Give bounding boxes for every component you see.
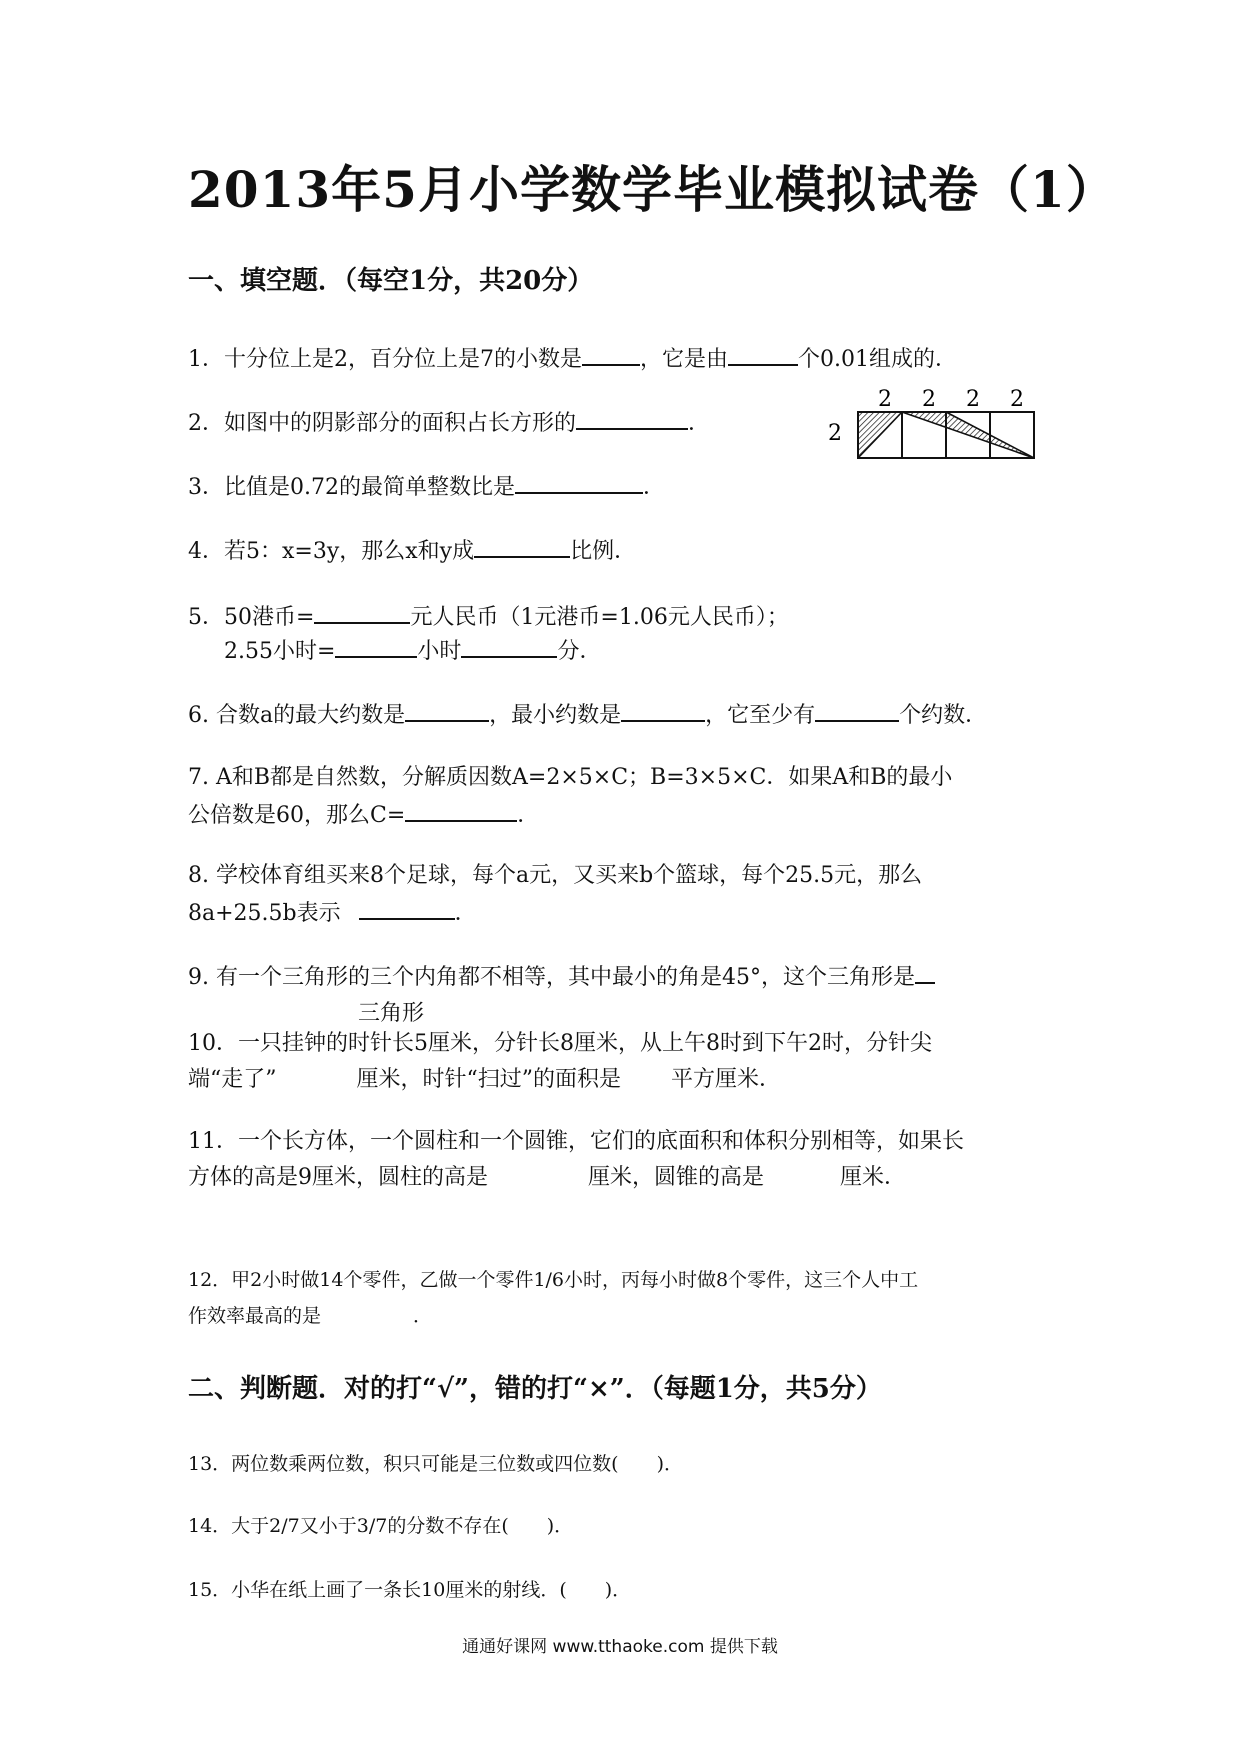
question-9: 9. 有一个三角形的三个内角都不相等，其中最小的角是45°，这个三角形是 三角形 bbox=[188, 958, 935, 1032]
question-15: 15．小华在纸上画了一条长10厘米的射线．( )． bbox=[188, 1579, 632, 1601]
answer-blank[interactable] bbox=[461, 632, 557, 658]
answer-blank[interactable] bbox=[405, 796, 517, 822]
figure-top-label: 2 bbox=[878, 387, 892, 412]
question-1: 1．十分位上是2，百分位上是7的小数是 ，它是由 个0.01组成的． bbox=[188, 340, 957, 378]
answer-blank[interactable] bbox=[359, 894, 455, 920]
section-fill-in-title: 一、填空题．（每空1分，共20分） bbox=[188, 266, 594, 296]
question-10: 10．一只挂钟的时针长5厘米，分针长8厘米，从上午8时到下午2时，分针尖 端“走了” 厘米，时针“扫过”的面积是 平方厘米． bbox=[188, 1031, 932, 1092]
answer-blank[interactable] bbox=[915, 958, 935, 984]
answer-blank[interactable] bbox=[474, 532, 570, 558]
question-2: 2．如图中的阴影部分的面积占长方形的 ． bbox=[188, 404, 710, 442]
question-3: 3．比值是0.72的最简单整数比是 ． bbox=[188, 468, 665, 506]
section-judgment-title: 二、判断题．对的打“√”，错的打“×”．（每题1分，共5分） bbox=[188, 1374, 882, 1404]
answer-blank[interactable] bbox=[815, 696, 899, 722]
question-14: 14．大于2/7又小于3/7的分数不存在( )． bbox=[188, 1515, 574, 1537]
answer-blank[interactable] bbox=[314, 598, 410, 624]
answer-blank[interactable] bbox=[335, 632, 417, 658]
question-11: 11．一个长方体，一个圆柱和一个圆锥，它们的底面积和体积分别相等，如果长 方体的高是9厘米，圆柱的高是 厘米，圆锥的高是 厘米． bbox=[188, 1129, 964, 1190]
figure-top-label: 2 bbox=[966, 387, 980, 412]
answer-blank[interactable] bbox=[405, 696, 489, 722]
shaded-rectangle-figure bbox=[828, 384, 1058, 464]
question-6: 6. 合数a的最大约数是 ，最小约数是 ，它至少有 个约数． bbox=[188, 696, 987, 734]
footer-credit: 通通好课网 www.tthaoke.com 提供下载 bbox=[462, 1637, 778, 1657]
figure-side-label: 2 bbox=[828, 421, 842, 446]
answer-blank[interactable] bbox=[582, 340, 640, 366]
figure-top-label: 2 bbox=[922, 387, 936, 412]
question-13: 13．两位数乘两位数，积只可能是三位数或四位数( )． bbox=[188, 1453, 684, 1475]
answer-blank[interactable] bbox=[576, 404, 688, 430]
question-5-line-2: 2.55小时= 小时 分． bbox=[224, 632, 601, 670]
page-title: 2013年5月小学数学毕业模拟试卷（1） bbox=[188, 160, 1117, 219]
question-4: 4．若5：x=3y，那么x和y成 比例． bbox=[188, 532, 636, 570]
question-7: 7. A和B都是自然数，分解质因数A=2×5×C；B=3×5×C．如果A和B的最小 公倍数是60，那么C= ． bbox=[188, 765, 953, 828]
question-8: 8. 学校体育组买来8个足球，每个a元，又买来b个篮球，每个25.5元，那么 8a+25.5b表示 ． bbox=[188, 863, 923, 926]
question-12: 12．甲2小时做14个零件，乙做一个零件1/6小时，丙每小时做8个零件，这三个人中工 作效率最高的是 ． bbox=[188, 1269, 919, 1327]
answer-blank[interactable] bbox=[515, 468, 643, 494]
answer-blank[interactable] bbox=[621, 696, 705, 722]
answer-blank[interactable] bbox=[728, 340, 798, 366]
question-5: 5．50港币= 元人民币（1元港币=1.06元人民币）； bbox=[188, 598, 789, 636]
figure-top-label: 2 bbox=[1010, 387, 1024, 412]
